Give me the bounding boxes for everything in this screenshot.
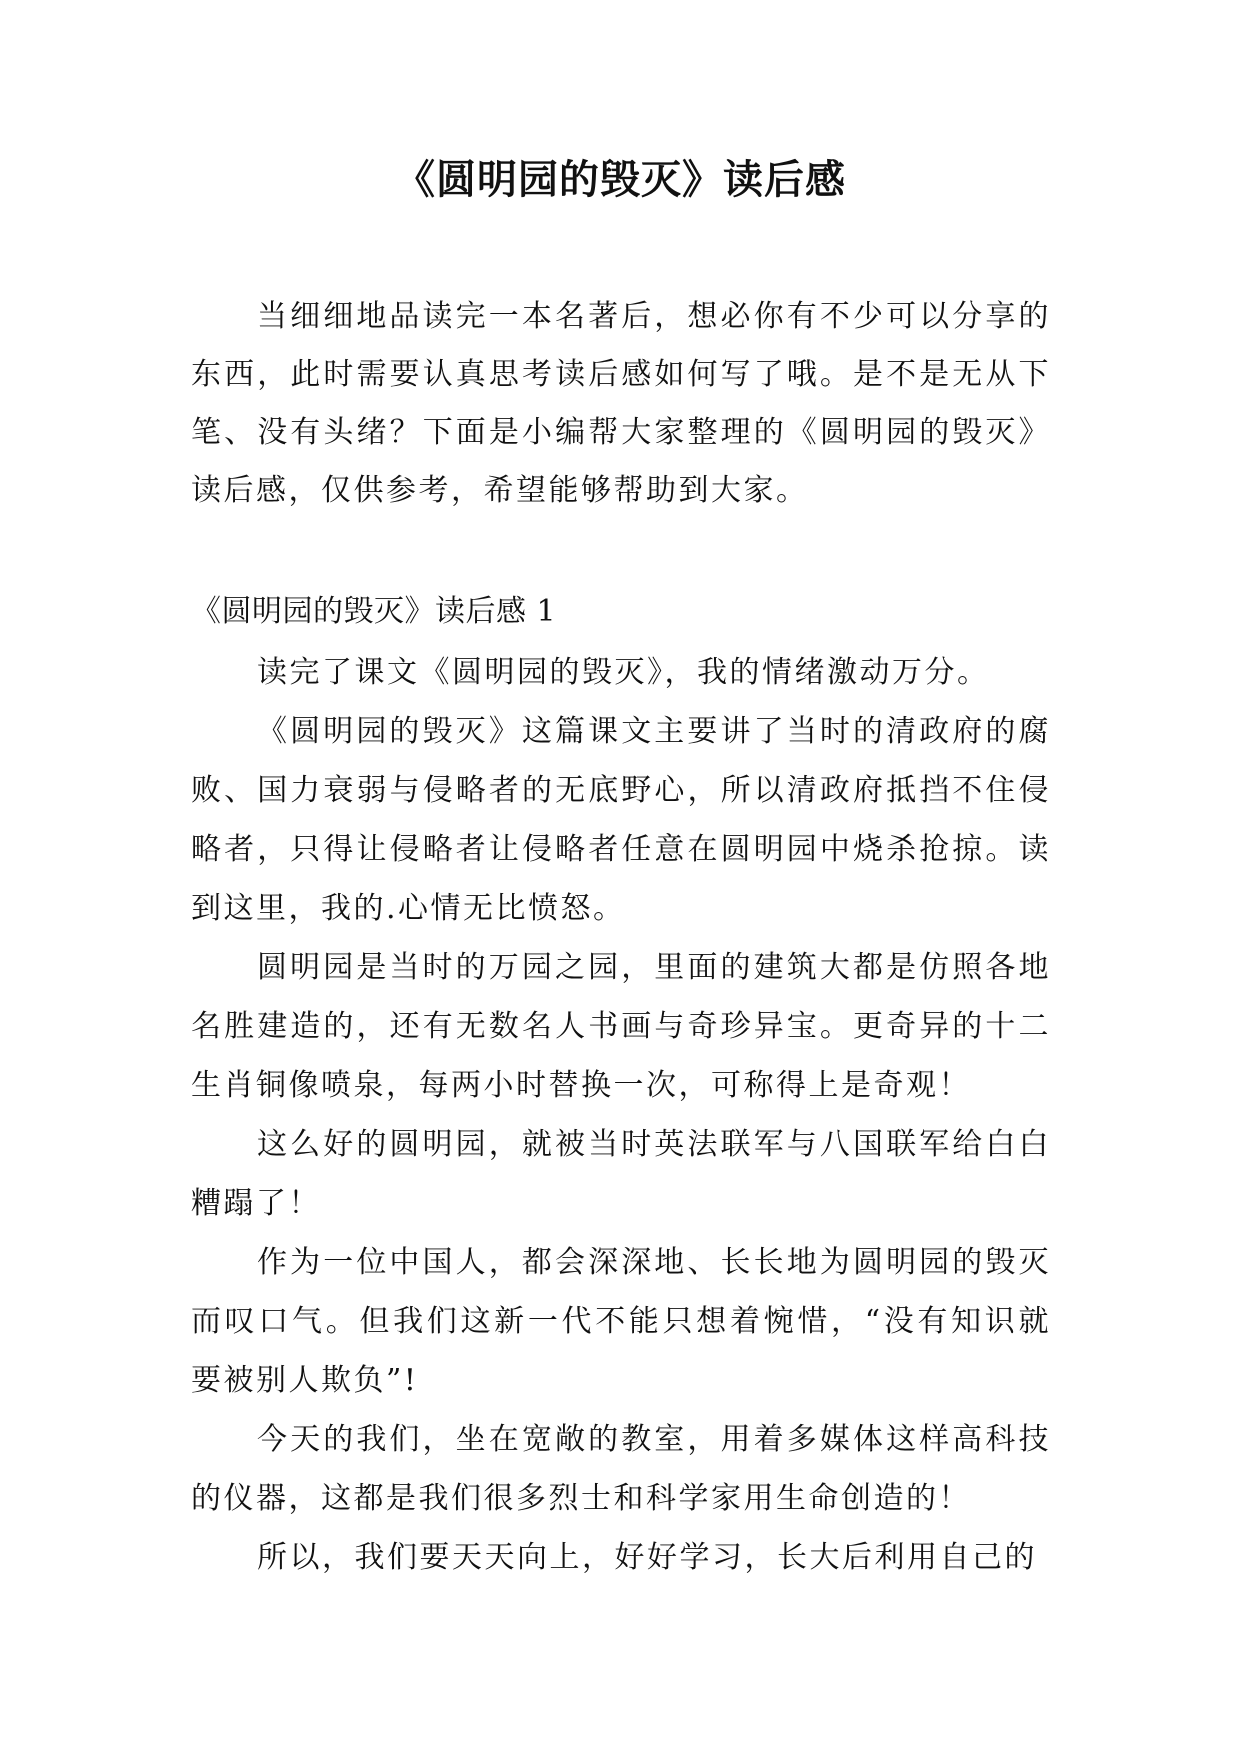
article-paragraph: 这么好的圆明园，就被当时英法联军与八国联军给白白糟蹋了！	[191, 1127, 1051, 1221]
intro-section	[191, 288, 1051, 520]
article-section	[191, 583, 1051, 1587]
article-paragraph: 所以，我们要天天向上，好好学习，长大后利用自己的	[257, 1540, 1037, 1575]
article-paragraph: 读完了课文《圆明园的毁灭》，我的情绪激动万分。	[257, 655, 990, 690]
intro-paragraph: 当细细地品读完一本名著后，想必你有不少可以分享的东西，此时需要认真思考读后感如何写了哦。是不是无从下笔、没有头绪？下面是小编帮大家整理的《圆明园的毁灭》读后感，仅供参考，希望能够帮助到大家。	[191, 299, 1051, 508]
article-paragraph: 作为一位中国人，都会深深地、长长地为圆明园的毁灭而叹口气。但我们这新一代不能只想着惋惜，“没有知识就要被别人欺负”!	[191, 1245, 1051, 1398]
article-paragraph: 圆明园是当时的万园之园，里面的建筑大都是仿照各地名胜建造的，还有无数名人书画与奇珍异宝。更奇异的十二生肖铜像喷泉，每两小时替换一次，可称得上是奇观！	[191, 950, 1051, 1103]
document-title: 《圆明园的毁灭》读后感	[395, 156, 846, 203]
article-paragraph: 今天的我们，坐在宽敞的教室，用着多媒体这样高科技的仪器，这都是我们很多烈士和科学家用生命创造的！	[191, 1422, 1051, 1516]
article-paragraph: 《圆明园的毁灭》这篇课文主要讲了当时的清政府的腐败、国力衰弱与侵略者的无底野心，所以清政府抵挡不住侵略者，只得让侵略者让侵略者任意在圆明园中烧杀抢掠。读到这里，我的.心情无比愤怒。	[191, 714, 1051, 926]
section-heading: 《圆明园的毁灭》读后感 1	[191, 594, 557, 629]
